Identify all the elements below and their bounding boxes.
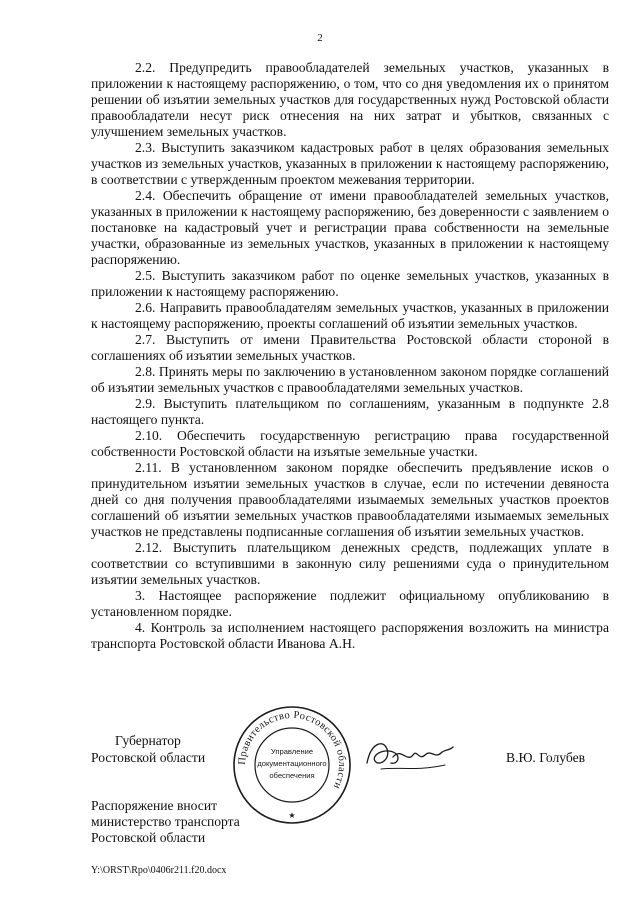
paragraph-2-6: 2.6. Направить правообладателям земельных участков, указанных в приложении к настоящему распоряжению, проекты соглашений об изъятии земельных участков. [91,300,609,331]
page-number: 2 [317,32,323,44]
signer-name: В.Ю. Голубев [506,750,586,765]
paragraph-2-7: 2.7. Выступить от имени Правительства Ростовской области стороной в соглашениях об изъятии земельных участков. [91,332,609,363]
paragraph-2-10: 2.10. Обеспечить государственную регистрацию права государственной собственности Ростовской области на изъятые земельные участки. [91,428,609,459]
seal-inner-line3: обеспечения [269,771,315,780]
paragraph-2-3: 2.3. Выступить заказчиком кадастровых работ в целях образования земельных участков из земельных участков, указанных в приложении к настоящему распоряжению, в соответствии с утвержденным проектом межевания территории. [91,140,609,187]
paragraph-2-5: 2.5. Выступить заказчиком работ по оценке земельных участков, указанных в приложении к настоящему распоряжению. [91,268,609,299]
submitted-by-block [91,798,240,846]
seal-outer-text: Правительство Ростовской области [236,709,348,791]
submitted-by-line3: Ростовской области [91,830,206,845]
signer-title: Губернатор [115,733,181,748]
handwritten-signature [361,733,457,777]
paragraph-2-8: 2.8. Принять меры по заключению в установленном законом порядке соглашений об изъятии земельных участков с правообладателями земельных участков. [91,364,609,395]
paragraph-3: 3. Настоящее распоряжение подлежит официальному опубликованию в установленном порядке. [91,588,609,619]
document-body [91,60,609,652]
file-path: Y:\ORST\Rpo\0406r211.f20.docx [91,865,227,876]
paragraph-2-9: 2.9. Выступить плательщиком по соглашениям, указанным в подпункте 2.8 настоящего пункта. [91,396,609,427]
seal-inner-line2: документационного [257,759,327,768]
submitted-by-line1: Распоряжение вносит [91,798,218,813]
paragraph-2-11: 2.11. В установленном законом порядке обеспечить предъявление исков о принудительном изъятии земельных участков в случае, если по истечении девяноста дней со дня получения правообладателями изымаемых земельных участков проектов соглашений об изъятии земельных участков правообладателями изымаемых земельных участков не представлены подписанные соглашения об изъятии земельных участков. [91,460,609,539]
submitted-by-line2: министерство транспорта [91,814,240,829]
official-seal [231,704,353,826]
paragraph-2-12: 2.12. Выступить плательщиком денежных средств, подлежащих уплате в соответствии со вступившими в законную силу решениями суда о принудительном изъятии земельных участков. [91,540,609,587]
paragraph-2-4: 2.4. Обеспечить обращение от имени правообладателей земельных участков, указанных в приложении к настоящему распоряжению, без доверенности с заявлением о постановке на кадастровый учет и регистрации права собственности на земельные участки, образованные из земельных участков, указанных в приложении к настоящему распоряжению. [91,188,609,267]
signer-region: Ростовской области [91,750,206,765]
paragraph-4: 4. Контроль за исполнением настоящего распоряжения возложить на министра транспорта Ростовской области Иванова А.Н. [91,620,609,651]
seal-inner-line1: Управление [270,747,314,756]
paragraph-2-2: 2.2. Предупредить правообладателей земельных участков, указанных в приложении к настоящему распоряжению, о том, что со дня уведомления их о принятом решении об изъятии земельных участков для государственных нужд Ростовской области правообладатели несут риск отнесения на них затрат и убытков, связанных с улучшением земельных участков. [91,60,609,139]
seal-star-icon: ★ [288,811,296,820]
